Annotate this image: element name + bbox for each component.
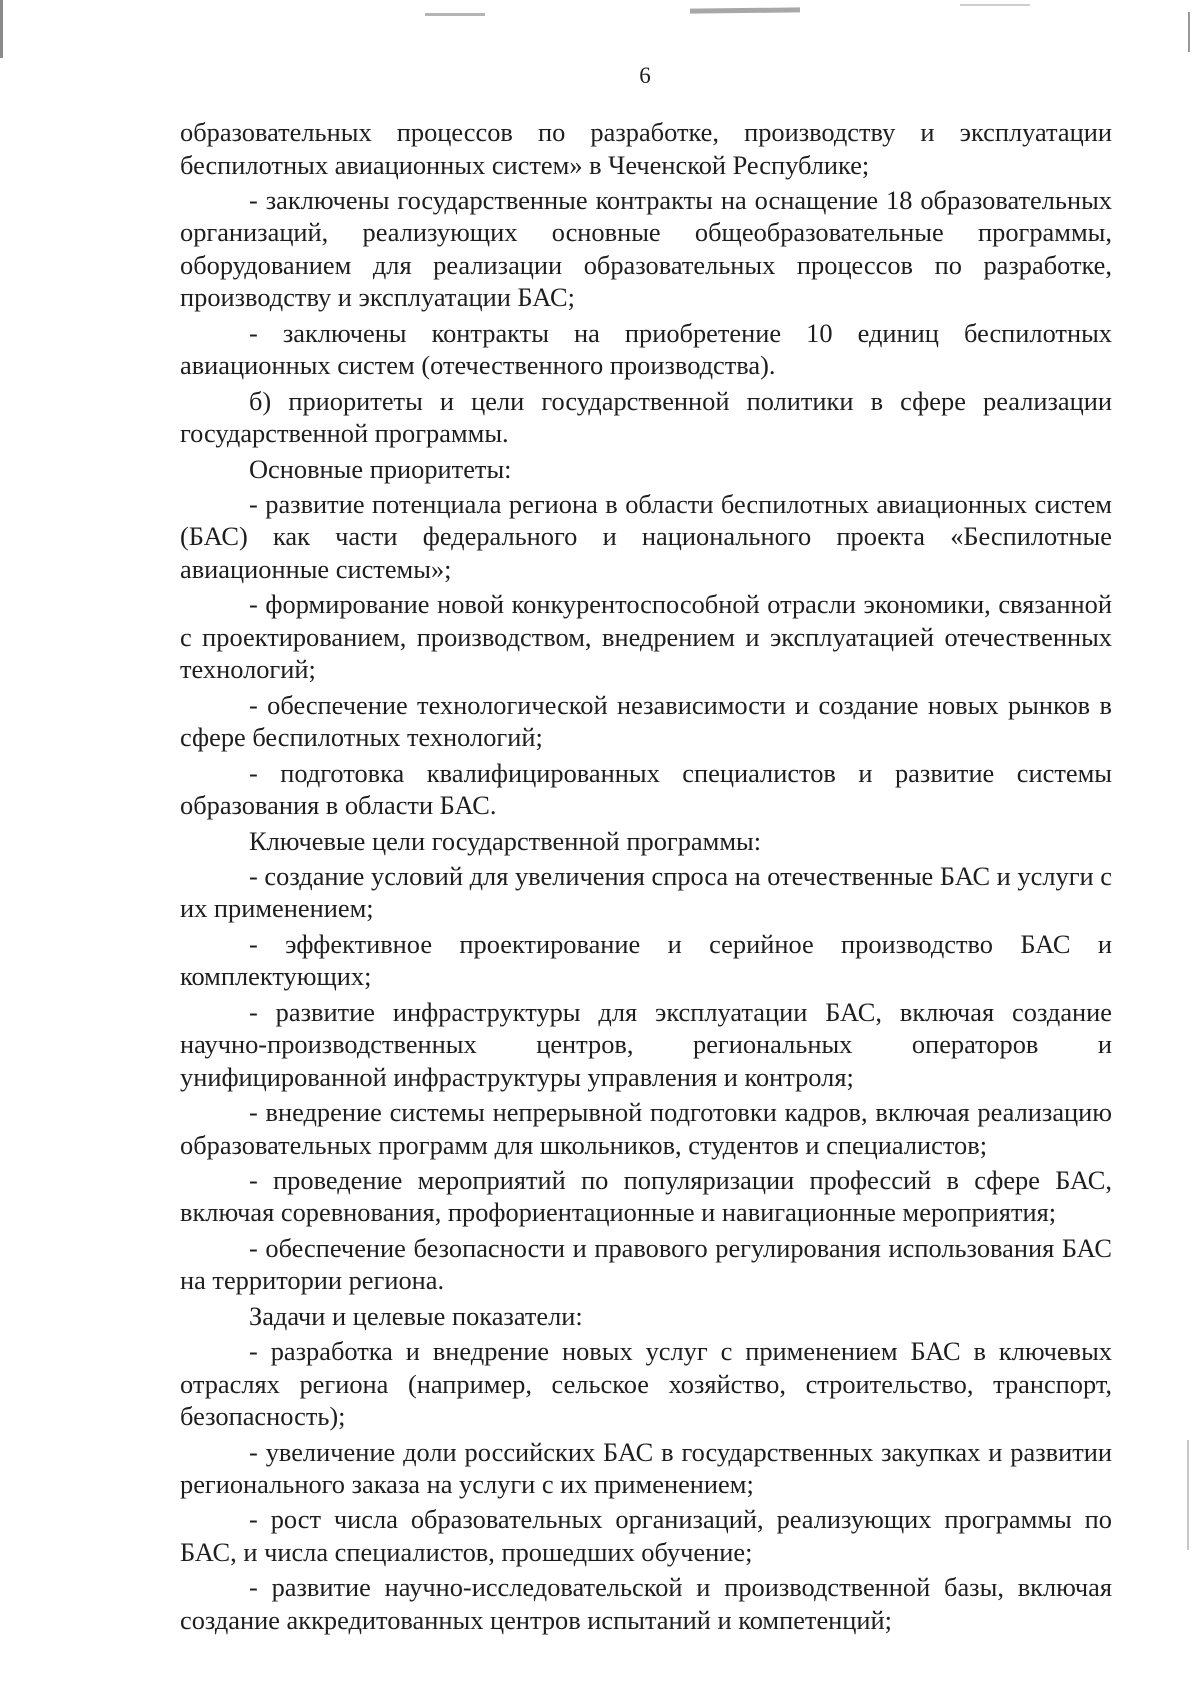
list-item: - развитие инфраструктуры для эксплуатации БАС, включая создание научно-производственных центров, региональных операторов и унифицированной инфраструктуры управления и контроля;	[180, 996, 1112, 1092]
list-item: - развитие научно-исследовательской и производственной базы, включая создание аккредитованных центров испытаний и компетенций;	[180, 1572, 1112, 1635]
list-item: - рост числа образовательных организаций, реализующих программы по БАС, и числа специалистов, прошедших обучение;	[180, 1504, 1112, 1567]
list-item: - внедрение системы непрерывной подготовки кадров, включая реализацию образовательных программ для школьников, студентов и специалистов;	[180, 1097, 1112, 1160]
list-item: - проведение мероприятий по популяризации профессий в сфере БАС, включая соревнования, профориентационные и навигационные мероприятия;	[180, 1164, 1112, 1228]
document-body	[180, 116, 1112, 1639]
scan-edge-mark	[425, 13, 485, 16]
list-item: - эффективное проектирование и серийное производство БАС и комплектующих;	[180, 928, 1112, 992]
page-number: 6	[639, 63, 651, 88]
scan-edge-mark	[690, 7, 800, 13]
list-item: - заключены контракты на приобретение 10 единиц беспилотных авиационных систем (отечественного производства).	[180, 317, 1112, 381]
list-item: - создание условий для увеличения спроса на отечественные БАС и услуги с их применением;	[180, 860, 1112, 924]
list-item: - формирование новой конкурентоспособной отрасли экономики, связанной с проектированием, производством, внедрением и эксплуатацией отечественных технологий;	[180, 589, 1112, 685]
list-item: - заключены государственные контракты на оснащение 18 образовательных организаций, реализующих основные общеобразовательные программы, оборудованием для реализации образовательных процессов по разработке, производству и эксплуатации БАС;	[180, 184, 1112, 313]
subheading: Ключевые цели государственной программы:	[249, 825, 762, 856]
subheading: Задачи и целевые показатели:	[249, 1300, 583, 1331]
list-item: - развитие потенциала региона в области беспилотных авиационных систем (БАС) как части федерального и национального проекта «Беспилотные авиационные системы»;	[180, 488, 1112, 584]
paragraph: образовательных процессов по разработке, производству и эксплуатации беспилотных авиационных систем» в Чеченской Республике;	[180, 117, 1112, 180]
section-heading: б) приоритеты и цели государственной политики в сфере реализации государственной программы.	[180, 385, 1112, 449]
scan-edge-mark	[0, 0, 3, 58]
scan-edge-mark	[960, 4, 1030, 6]
list-item: - обеспечение безопасности и правового регулирования использования БАС на территории региона.	[180, 1232, 1112, 1296]
list-item: - разработка и внедрение новых услуг с применением БАС в ключевых отраслях региона (например, сельское хозяйство, строительство, транспорт, безопасность);	[180, 1336, 1112, 1432]
list-item: - подготовка квалифицированных специалистов и развитие системы образования в области БАС.	[180, 757, 1112, 821]
list-item: - обеспечение технологической независимости и создание новых рынков в сфере беспилотных технологий;	[180, 689, 1112, 753]
list-item: - увеличение доли российских БАС в государственных закупках и развитии регионального заказа на услуги с их применением;	[180, 1436, 1112, 1500]
scan-edge-mark	[1187, 1440, 1189, 1550]
subheading: Основные приоритеты:	[249, 453, 512, 484]
scan-edge-mark	[1188, 12, 1190, 52]
